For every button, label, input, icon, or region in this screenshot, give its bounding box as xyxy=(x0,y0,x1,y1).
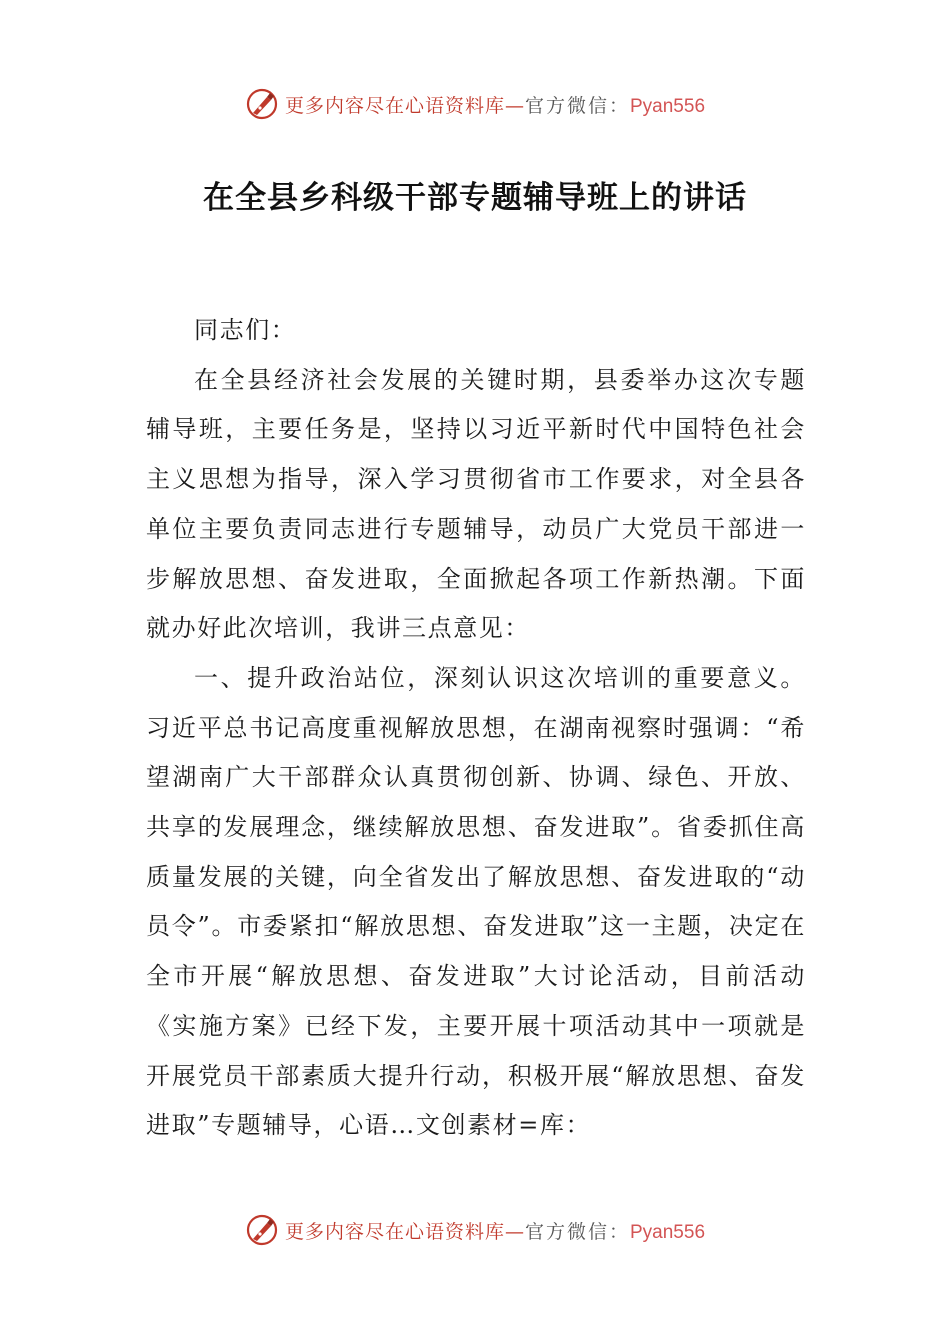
watermark-text: 更多内容尽在心语资料库—官方微信：Pyan556 xyxy=(284,94,706,117)
header-watermark-banner xyxy=(0,84,950,124)
document-body xyxy=(146,306,806,1151)
paragraph-salutation: 同志们： xyxy=(194,316,297,344)
footer-watermark-banner xyxy=(0,1210,950,1250)
paragraph-intro: 在全县经济社会发展的关键时期，县委举办这次专题辅导班，主要任务是，坚持以习近平新时代中国特色社会主义思想为指导，深入学习贯彻省市工作要求，对全县各单位主要负责同志进行专题辅导，动员广大党员干部进一步解放思想、奋发进取，全面掀起各项工作新热潮。下面就办好此次培训，我讲三点意见： xyxy=(146,365,806,643)
pen-nib-logo-icon xyxy=(245,87,279,121)
watermark-text: 更多内容尽在心语资料库—官方微信：Pyan556 xyxy=(284,1220,706,1243)
paragraph-point-one: 一、提升政治站位，深刻认识这次培训的重要意义。习近平总书记高度重视解放思想，在湖南视察时强调：“希望湖南广大干部群众认真贯彻创新、协调、绿色、开放、共享的发展理念，继续解放思想、奋发进取”。省委抓住高质量发展的关键，向全省发出了解放思想、奋发进取的“动员令”。市委紧扣“解放思想、奋发进取”这一主题，决定在全市开展“解放思想、奋发进取”大讨论活动，目前活动《实施方案》已经下发，主要开展十项活动其中一项就是开展党员干部素质大提升行动，积极开展“解放思想、奋发进取”专题辅导，心语…文创素材=库： xyxy=(146,663,806,1140)
document-title: 在全县乡科级干部专题辅导班上的讲话 xyxy=(203,180,747,216)
pen-nib-logo-icon xyxy=(245,1213,279,1247)
